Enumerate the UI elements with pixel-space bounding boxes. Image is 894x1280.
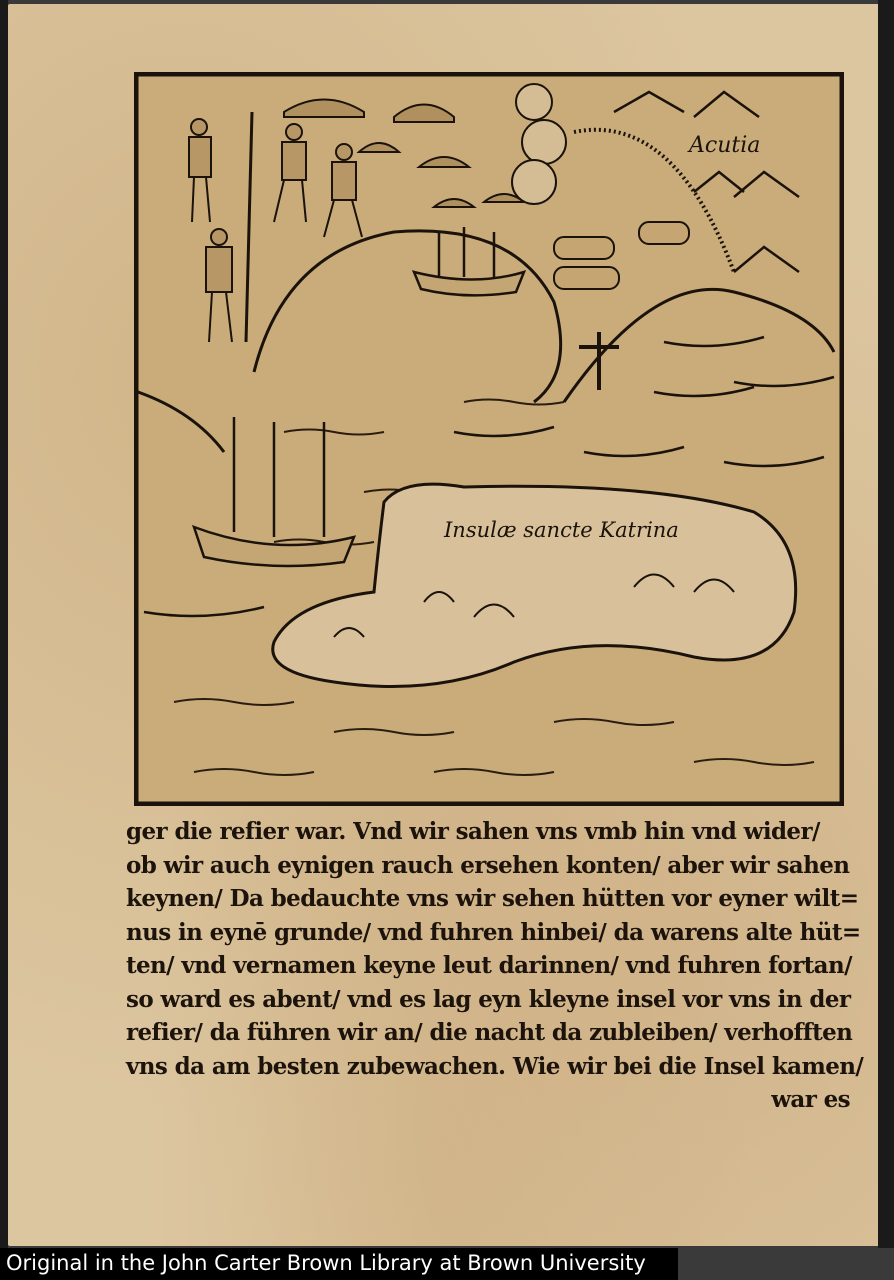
text-line: refier/ da führen wir an/ die nacht da zubleiben/ verhofften — [126, 1019, 853, 1046]
page-right-edge — [878, 0, 894, 1248]
text-line: ob wir auch eynigen rauch ersehen konten/ aber wir sahen — [126, 851, 850, 879]
text-line: ten/ vnd vernamen keyne leut darinnen/ vnd fuhren fortan/ — [126, 952, 852, 979]
body-text — [126, 815, 864, 1117]
woodcut-frame — [136, 74, 842, 804]
text-line: so ward es abent/ vnd es lag eyn kleyne insel vor vns in der — [126, 985, 851, 1013]
text-line: keynen/ Da bedauchte vns wir sehen hütten vor eyner wilt= — [126, 885, 859, 912]
page-left-edge — [0, 0, 8, 1248]
woodcut-illustration — [134, 72, 844, 806]
footer-credit: Original in the John Carter Brown Library at Brown University — [6, 1251, 646, 1275]
text-line: nus in eynē grunde/ vnd fuhren hinbei/ da warens alte hüt= — [126, 918, 861, 946]
label-acutia: Acutia — [689, 133, 761, 158]
catchword: war es — [771, 1086, 850, 1113]
text-line: ger die refier war. Vnd wir sahen vns vmb hin vnd wider/ — [126, 818, 820, 845]
text-line: vns da am besten zubewachen. Wie wir bei die Insel kamen/ — [126, 1052, 864, 1080]
label-island: Insulæ sancte Katrina — [444, 518, 679, 542]
